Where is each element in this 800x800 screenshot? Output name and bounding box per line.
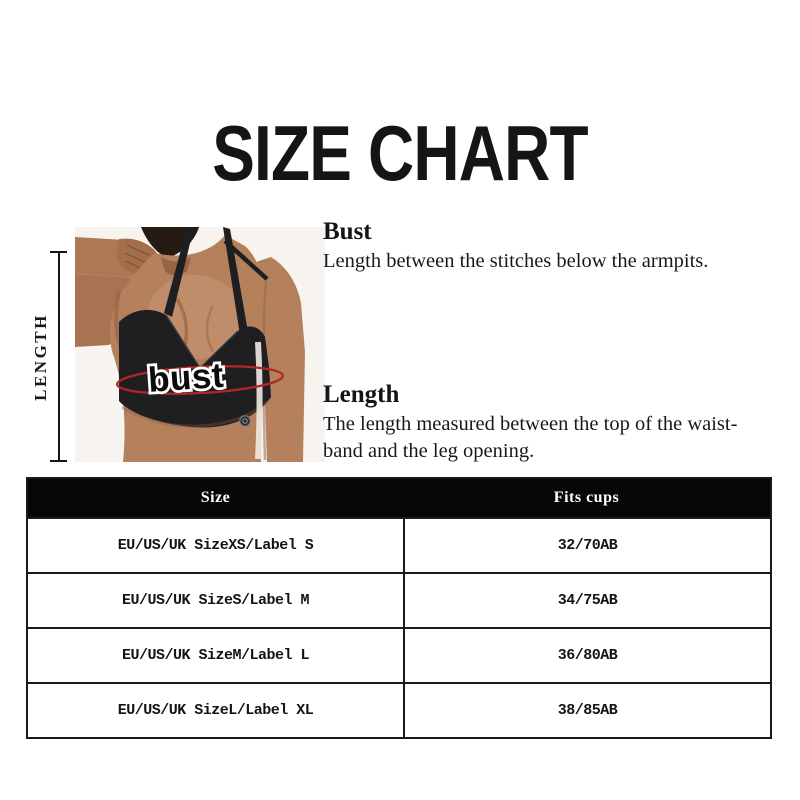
fits-cups-cell: 36/80AB [403,629,770,682]
length-dimension-cap-top [50,251,67,253]
bust-label: bust [146,355,226,400]
size-cell: EU/US/UK SizeXS/Label S [117,537,314,554]
table-row [28,572,770,627]
table-row [28,682,770,737]
size-cell: EU/US/UK SizeS/Label M [121,592,310,609]
bust-definition-section [323,219,773,275]
page-title: SIZE CHART [212,109,588,198]
background-sliver [258,342,260,459]
length-description-line2: band and the leg opening. [323,439,535,462]
bust-description: Length between the stitches below the armpits. [323,250,709,272]
size-table [26,477,772,739]
size-cell: EU/US/UK SizeL/Label XL [117,702,314,719]
size-table-header-row [28,479,770,517]
fits-cups-cell: 32/70AB [403,519,770,572]
length-dimension-cap-bottom [50,460,67,462]
bust-heading: Bust [323,218,372,245]
table-row [28,517,770,572]
fits-cups-cell: 34/75AB [403,574,770,627]
size-cell: EU/US/UK SizeM/Label L [121,647,310,664]
fits-cups-cell: 38/85AB [403,684,770,737]
table-row [28,627,770,682]
fits-cups-column-header: Fits cups [553,489,620,506]
length-dimension-line [58,252,60,461]
length-axis-label: LENGTH [31,313,50,401]
product-photo [75,227,325,462]
size-column-header: Size [200,489,231,506]
length-heading: Length [323,381,400,408]
length-definition-section [323,382,773,464]
length-description-line1: The length measured between the top of the waist- [323,413,738,435]
brand-logo-icon [240,416,250,426]
